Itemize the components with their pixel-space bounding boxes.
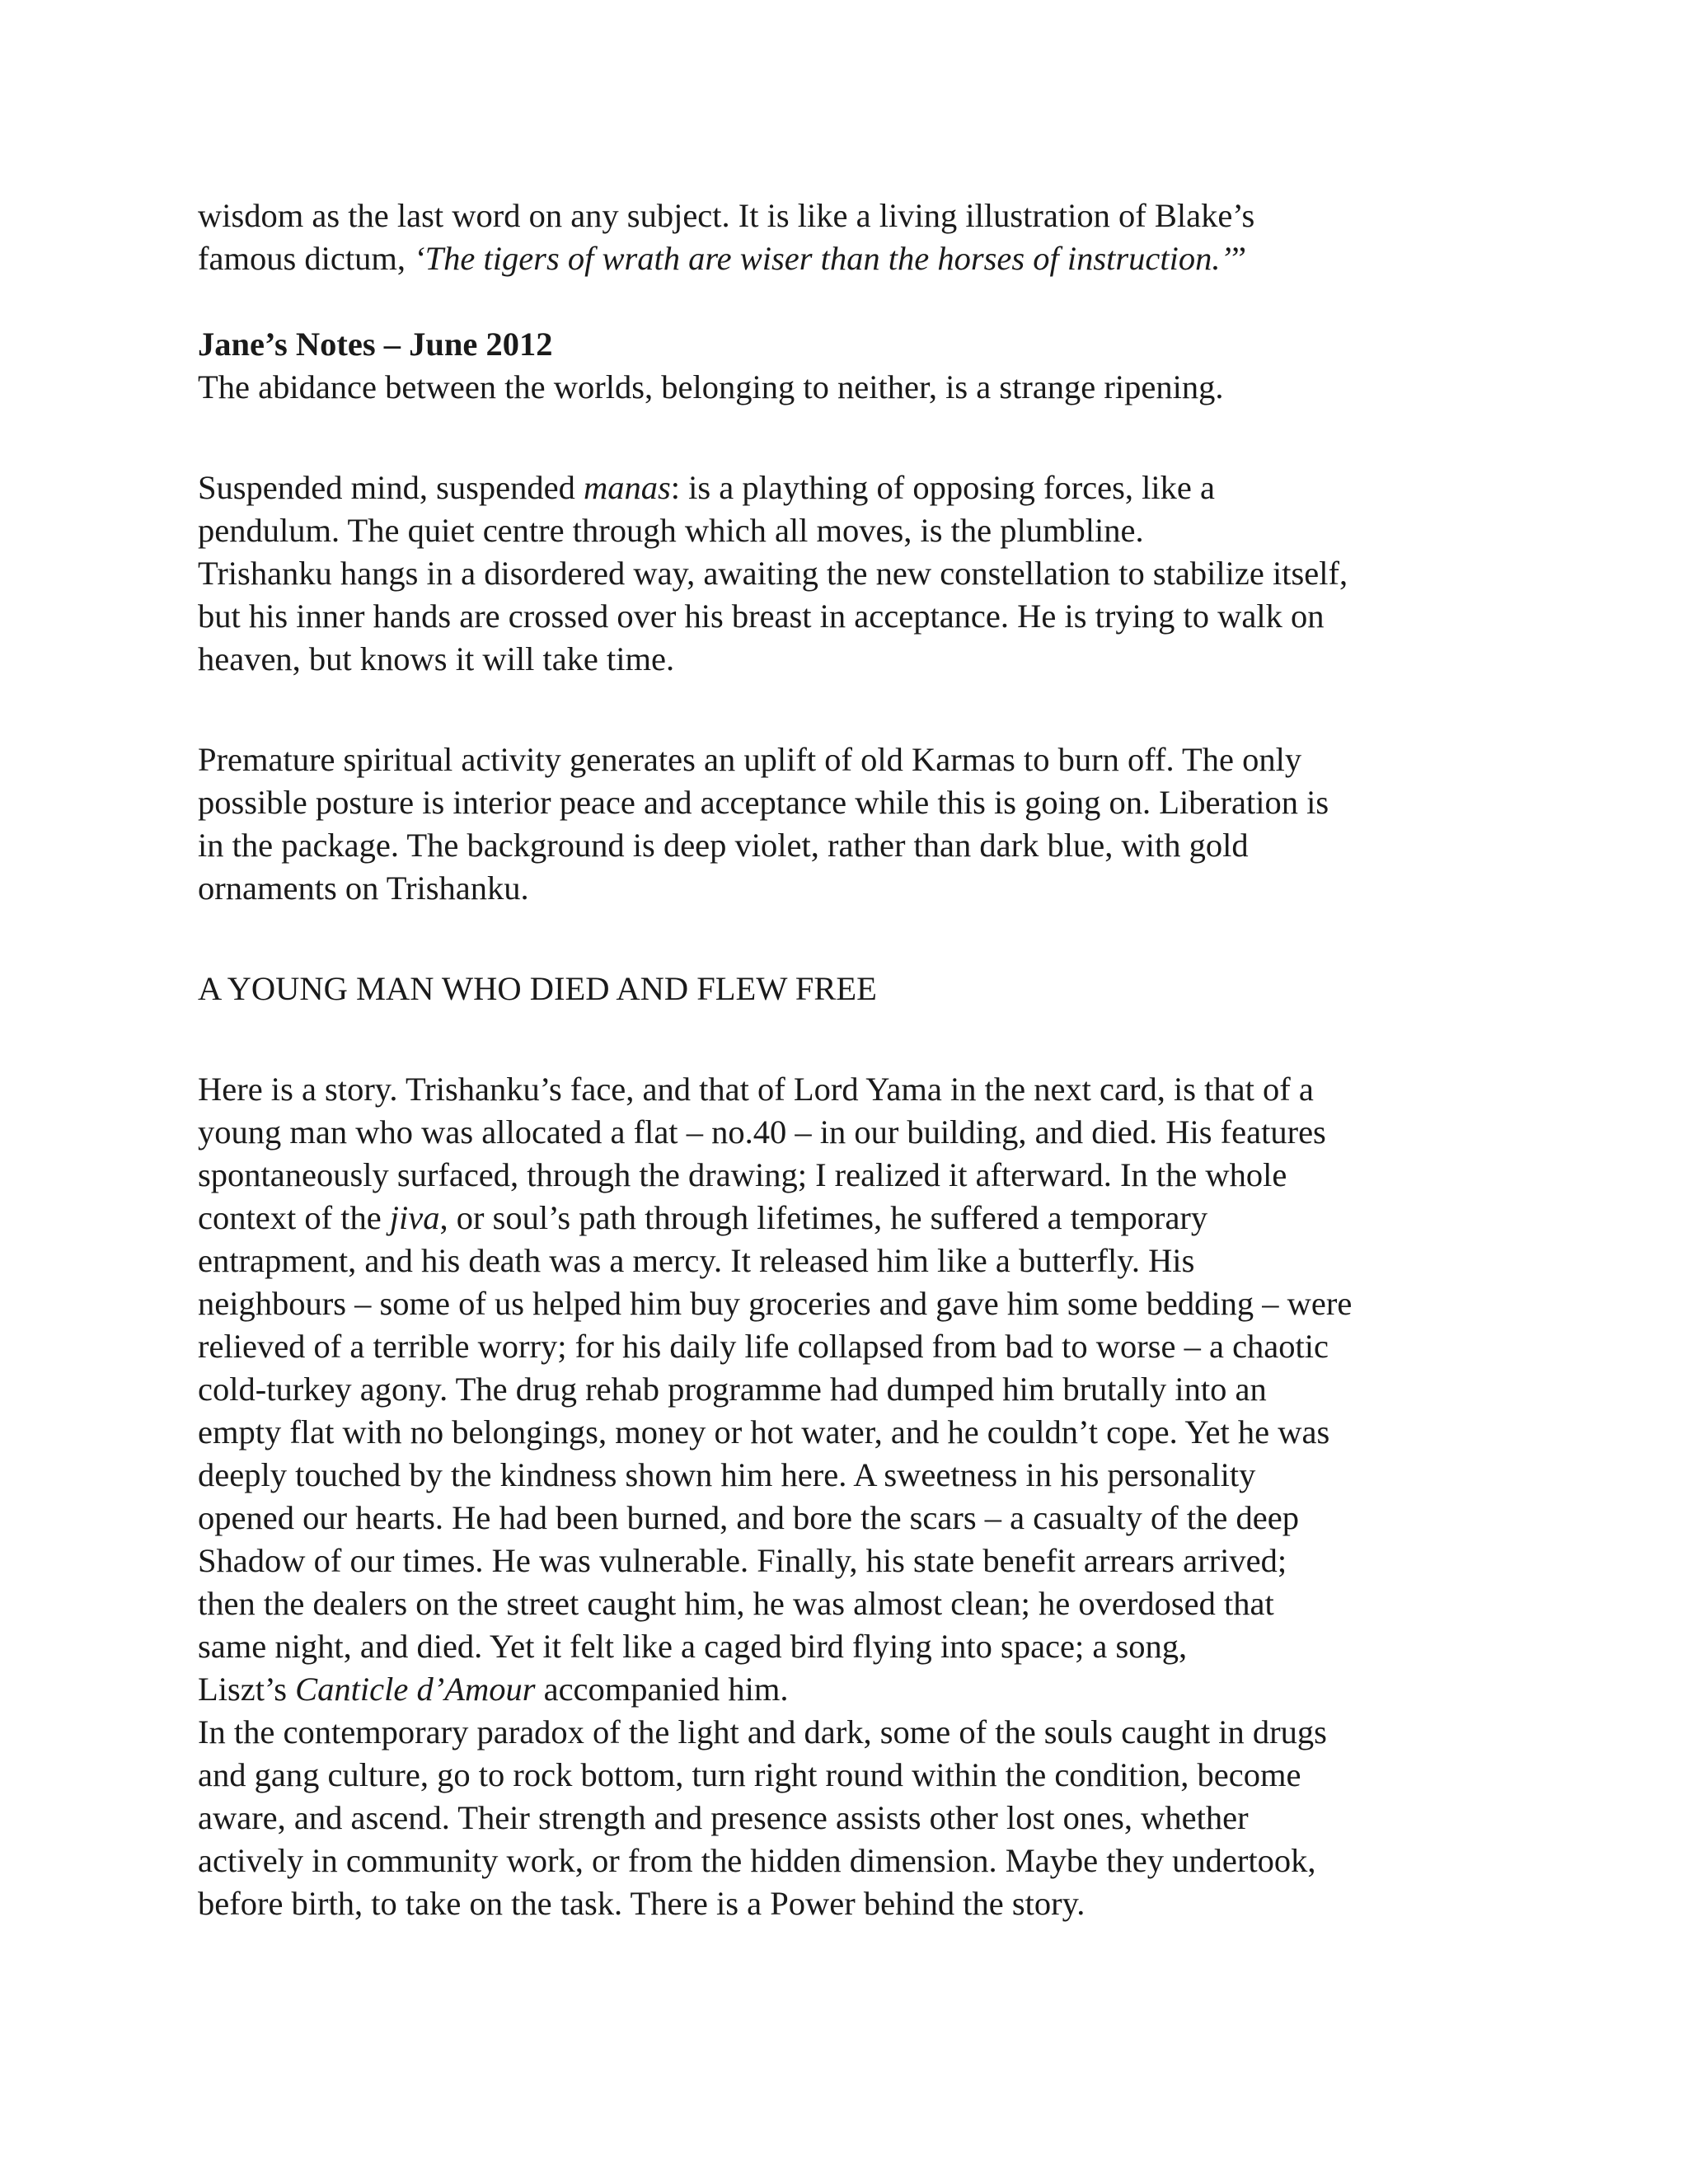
- story-line-19: actively in community work, or from the hidden dimension. Maybe they undertook,: [198, 1842, 1316, 1879]
- manas-term: manas: [583, 469, 671, 506]
- story-line-4: [198, 1197, 1517, 1240]
- story-line-8: cold-turkey agony. The drug rehab programme had dumped him brutally into an: [198, 1371, 1267, 1408]
- notes-heading: Jane’s Notes – June 2012: [198, 326, 553, 363]
- notes-p3-line-1: Premature spiritual activity generates an uplift of old Karmas to burn off. The only: [198, 741, 1302, 778]
- story-line-4-a: context of the: [198, 1199, 390, 1236]
- story-line-15-b: accompanied him.: [535, 1671, 789, 1708]
- intro-line-2-text: famous dictum,: [198, 240, 415, 277]
- story-line-18: aware, and ascend. Their strength and presence assists other lost ones, whether: [198, 1799, 1249, 1836]
- notes-p2-line-1: [198, 466, 1517, 509]
- story-line-6: neighbours – some of us helped him buy groceries and gave him some bedding – were: [198, 1285, 1353, 1322]
- story-line-3: spontaneously surfaced, through the drawing; I realized it afterward. In the whole: [198, 1156, 1287, 1193]
- notes-p3-line-4: ornaments on Trishanku.: [198, 869, 529, 907]
- story-title: A YOUNG MAN WHO DIED AND FLEW FREE: [198, 970, 877, 1007]
- story-line-1: Here is a story. Trishanku’s face, and that of Lord Yama in the next card, is that of a: [198, 1071, 1314, 1108]
- blake-quote: ‘The tigers of wrath are wiser than the horses of instruction.’: [414, 240, 1231, 277]
- notes-p2-line-5: heaven, but knows it will take time.: [198, 640, 675, 677]
- intro-line-2: [198, 237, 1517, 280]
- story-line-5: entrapment, and his death was a mercy. It released him like a butterfly. His: [198, 1242, 1195, 1279]
- story-line-20: before birth, to take on the task. There is a Power behind the story.: [198, 1885, 1085, 1922]
- notes-p2-line-1-a: Suspended mind, suspended: [198, 469, 584, 506]
- story-line-16: In the contemporary paradox of the light and dark, some of the souls caught in drugs: [198, 1713, 1327, 1750]
- story-line-12: Shadow of our times. He was vulnerable. Finally, his state benefit arrears arrived;: [198, 1542, 1287, 1579]
- canticle-title: Canticle d’Amour: [295, 1671, 536, 1708]
- notes-p2-line-2: pendulum. The quiet centre through which all moves, is the plumbline.: [198, 512, 1144, 549]
- jiva-term: jiva: [389, 1199, 440, 1236]
- story-line-13: then the dealers on the street caught him, he was almost clean; he overdosed that: [198, 1585, 1274, 1622]
- intro-line-1: wisdom as the last word on any subject. It is like a living illustration of Blake’s: [198, 197, 1255, 234]
- story-line-4-b: , or soul’s path through lifetimes, he suffered a temporary: [439, 1199, 1208, 1236]
- story-line-15-a: Liszt’s: [198, 1671, 296, 1708]
- story-line-7: relieved of a terrible worry; for his daily life collapsed from bad to worse – a chaotic: [198, 1328, 1329, 1365]
- story-line-11: opened our hearts. He had been burned, and bore the scars – a casualty of the deep: [198, 1499, 1299, 1536]
- document-page: [198, 194, 1517, 1925]
- story-line-15: [198, 1668, 1517, 1711]
- notes-p2-line-4: but his inner hands are crossed over his breast in acceptance. He is trying to walk on: [198, 598, 1325, 635]
- story-line-2: young man who was allocated a flat – no.40 – in our building, and died. His features: [198, 1113, 1326, 1151]
- notes-paragraph-1: The abidance between the worlds, belonging to neither, is a strange ripening.: [198, 368, 1224, 405]
- story-line-10: deeply touched by the kindness shown him here. A sweetness in his personality: [198, 1456, 1256, 1493]
- intro-closing-quote: ”: [1231, 240, 1246, 277]
- story-line-9: empty flat with no belongings, money or hot water, and he couldn’t cope. Yet he was: [198, 1413, 1330, 1451]
- story-line-14: same night, and died. Yet it felt like a caged bird flying into space; a song,: [198, 1628, 1188, 1665]
- notes-p2-line-3: Trishanku hangs in a disordered way, awaiting the new constellation to stabilize itself,: [198, 555, 1348, 592]
- notes-p3-line-3: in the package. The background is deep violet, rather than dark blue, with gold: [198, 827, 1249, 864]
- notes-p2-line-1-b: : is a plaything of opposing forces, like a: [670, 469, 1215, 506]
- notes-p3-line-2: possible posture is interior peace and acceptance while this is going on. Liberation is: [198, 784, 1329, 821]
- story-line-17: and gang culture, go to rock bottom, turn right round within the condition, become: [198, 1756, 1301, 1793]
